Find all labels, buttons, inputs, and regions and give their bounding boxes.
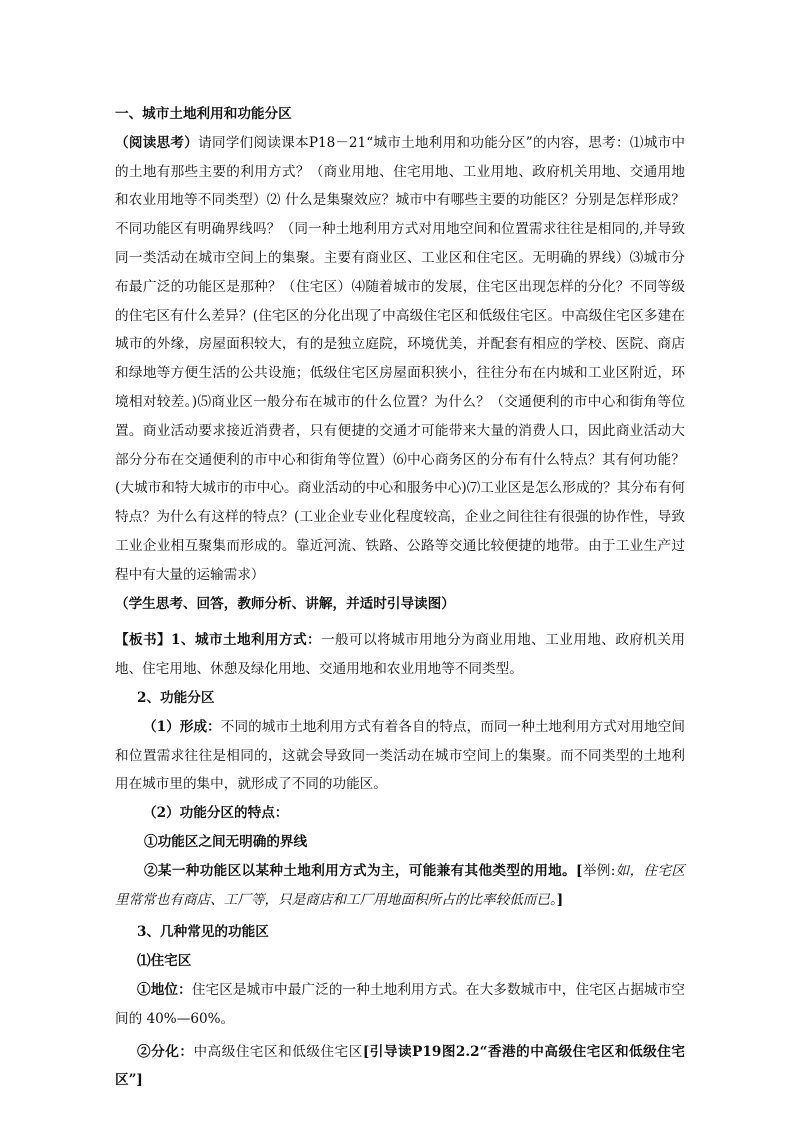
differentiation-lead: ②分化：	[137, 1043, 194, 1060]
reading-question-text: 请同学们阅读课本P18－21“城市土地利用和功能分区”的内容，思考：⑴城市中的土地有那些主要的利用方式？（商业用地、住宅用地、工业用地、政府机关用地、交通用地和农业用地等不同类型）⑵ 什么是集聚效应？城市中有哪些主要的功能区？分别是怎样形成？不同功能区有明确界线吗？（同一种土地利用方式对用地空间和位置需求往往是相同的,并导致同一类活动在城市空间上的集聚。主要有商业区、工业区和住宅区。无明确的界线）⑶城市分布最广泛的功能区是那种？（住宅区）⑷随着城市的发展，住宅区出现怎样的分化？不同等级的住宅区有什么差异？(住宅区的分化出现了中高级住宅区和低级住宅区。中高级住宅区多建在城市的外缘，房屋面积较大，有的是独立庭院，环境优美，并配套有相应的学校、医院、商店和绿地等方便生活的公共设施；低级住宅区房屋面积狭小，往往分布在内城和工业区附近，环境相对较差。)⑸商业区一般分布在城市的什么位置？为什么？（交通便利的市中心和街角等位置。商业活动要求接近消费者，只有便捷的交通才可能带来大量的消费人口，因此商业活动大部分分布在交通便利的市中心和街角等位置）⑹中心商务区的分布有什么特点？其有何功能？(大城市和特大城市的市中心。商业活动的中心和服务中心)⑺工业区是怎么形成的？其分布有何特点？为什么有这样的特点？(工业企业专业化程度较高，企业之间往往有很强的协作性，导致工业企业相互聚集而形成的。靠近河流、铁路、公路等交通比较便捷的地带。由于工业生产过程中有大量的运输需求）	[115, 134, 686, 583]
status-lead: ①地位：	[137, 981, 192, 998]
board-paragraph	[115, 626, 685, 684]
formation-lead: （1）形成：	[143, 718, 221, 735]
function-zone-heading: 2、功能分区	[137, 689, 215, 706]
feature-item-2	[115, 857, 685, 915]
student-activity-note: （学生思考、回答，教师分析、讲解，并适时引导读图）	[115, 595, 455, 612]
feature-item-1: ①功能区之间无明确的界线	[144, 833, 308, 850]
formation-paragraph	[115, 713, 685, 799]
feature-item-2-lead: ②某一种功能区以某种土地利用方式为主，可能兼有其他类型的用地。[	[144, 862, 583, 879]
status-paragraph	[115, 976, 685, 1034]
feature-item-2-italic: 如，住宅区里常常也有商店、工厂等，只是商店和工厂用地面积所占的比率较低而已。	[115, 862, 685, 908]
feature-heading: （2）功能分区的特点：	[143, 805, 289, 822]
status-text: 住宅区是城市中最广泛的一种土地利用方式。在大多数城市中，住宅区占据城市空间的 40%—60%。	[115, 981, 685, 1027]
reading-question-paragraph	[115, 129, 685, 590]
formation-text: 不同的城市土地利用方式有着各自的特点，而同一种土地利用方式对用地空间和位置需求往往是相同的，这就会导致同一类活动在城市空间上的集聚。而不同类型的土地利用在城市里的集中，就形成了不同的功能区。	[115, 718, 685, 793]
feature-item-2-example: 举例:	[582, 862, 616, 879]
residential-heading: ⑴住宅区	[137, 953, 192, 970]
differentiation-paragraph	[115, 1038, 685, 1096]
section-heading: 一、城市土地利用和功能分区	[115, 106, 292, 122]
document-body	[115, 100, 685, 1095]
reading-question-lead: （阅读思考）	[115, 134, 199, 151]
board-lead: 【板书】1、城市土地利用方式：	[115, 632, 322, 649]
common-zones-heading: 3、几种常见的功能区	[137, 924, 269, 941]
feature-item-2-end: ]	[556, 891, 564, 908]
differentiation-reference: [引导读P19图2.2“香港的中高级住宅区和低级住宅区”]	[115, 1043, 686, 1089]
board-text: 一般可以将城市用地分为商业用地、工业用地、政府机关用地、住宅用地、休憩及绿化用地、交通用地和农业用地等不同类型。	[115, 632, 686, 678]
differentiation-text: 中高级住宅区和低级住宅区	[193, 1043, 363, 1060]
